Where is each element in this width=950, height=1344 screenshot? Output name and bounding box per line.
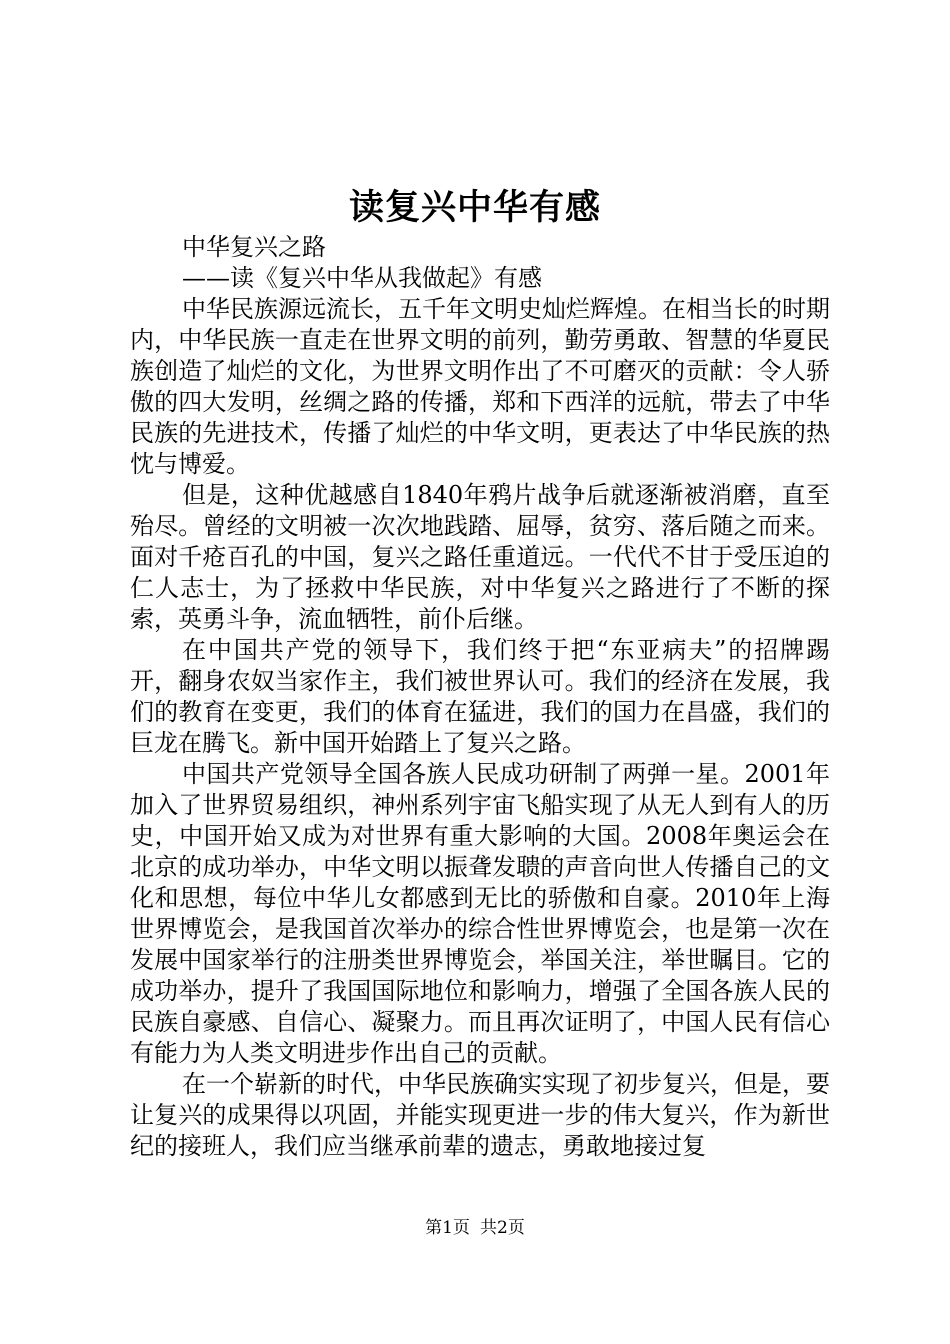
subtitle-line: 中华复兴之路 [182,233,326,261]
page-total: 共2页 [480,1218,525,1238]
paragraph: 中华民族源远流长，五千年文明史灿烂辉煌。在相当长的时期内，中华民族一直走在世界文明的前列，勤劳勇敢、智慧的华夏民族创造了灿烂的文化，为世界文明作出了不可磨灭的贡献：令人骄傲的四大发明，丝绸之路的传播，郑和下西洋的远航，带去了中华民族的先进技术，传播了灿烂的中华文明，更表达了中华民族的热忱与博爱。 [130,295,830,478]
paragraph: 但是，这种优越感自1840年鸦片战争后就逐渐被消磨，直至殆尽。曾经的文明被一次次地践踏、屈辱，贫穷、落后随之而来。面对千疮百孔的中国，复兴之路任重道远。一代代不甘于受压迫的仁人志士，为了拯救中华民族，对中华复兴之路进行了不断的探索，英勇斗争，流血牺牲，前仆后继。 [130,481,830,633]
paragraph: 在中国共产党的领导下，我们终于把“东亚病夫”的招牌踢开，翻身农奴当家作主，我们被世界认可。我们的经济在发展，我们的教育在变更，我们的体育在猛进，我们的国力在昌盛，我们的巨龙在腾飞。新中国开始踏上了复兴之路。 [130,636,830,757]
page-number: 第1页 [425,1218,470,1238]
paragraph: 中国共产党领导全国各族人民成功研制了两弹一星。2001年加入了世界贸易组织，神州系列宇宙飞船实现了从无人到有人的历史，中国开始又成为对世界有重大影响的大国。2008年奥运会在北京的成功举办，中华文明以振聋发聩的声音向世人传播自己的文化和思想，每位中华儿女都感到无比的骄傲和自豪。2010年上海世界博览会，是我国首次举办的综合性世界博览会，也是第一次在发展中国家举行的注册类世界博览会，举国关注，举世瞩目。它的成功举办，提升了我国国际地位和影响力，增强了全国各族人民的民族自豪感、自信心、凝聚力。而且再次证明了，中国人民有信心有能力为人类文明进步作出自己的贡献。 [130,760,830,1067]
page-footer [0,1217,950,1239]
paragraph: 在一个崭新的时代，中华民族确实实现了初步复兴，但是，要让复兴的成果得以巩固，并能实现更进一步的伟大复兴，作为新世纪的接班人，我们应当继承前辈的遗志，勇敢地接过复 [130,1070,830,1160]
page-title: 读复兴中华有感 [348,187,601,228]
subtitle-reading-note: ——读《复兴中华从我做起》有感 [182,264,542,292]
document-body [130,232,830,1162]
